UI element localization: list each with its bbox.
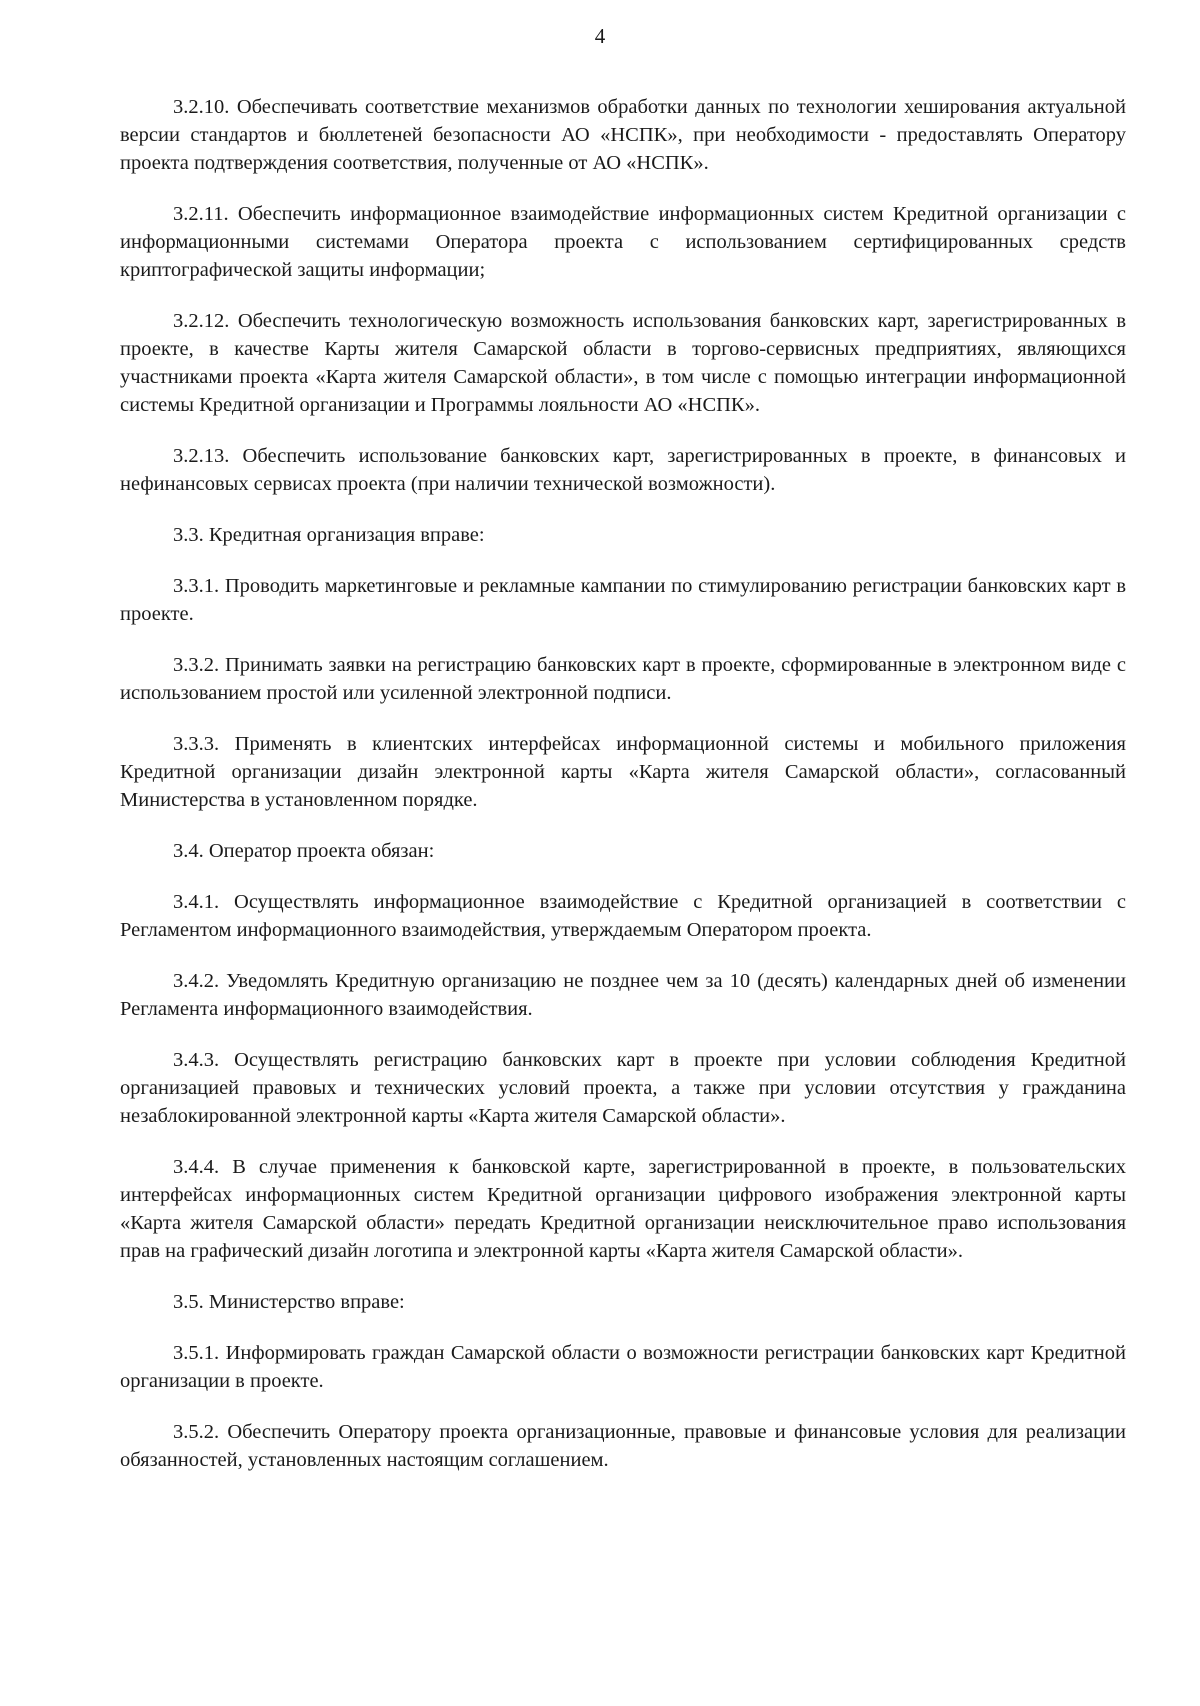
clause-3-2-12: 3.2.12. Обеспечить технологическую возможность использования банковских карт, зарегистрированных в проекте, в качестве Карты жителя Самарской области в торгово-сервисных предприятиях, являющихся участниками проекта «Карта жителя Самарской области», в том числе с помощью интеграции информационной системы Кредитной организации и Программы лояльности АО «НСПК». <box>120 310 1126 416</box>
clause-3-4-4: 3.4.4. В случае применения к банковской карте, зарегистрированной в проекте, в пользовательских интерфейсах информационных систем Кредитной организации цифрового изображения электронной карты «Карта жителя Самарской области» передать Кредитной организации неисключительное право использования прав на графический дизайн логотипа и электронной карты «Карта жителя Самарской области». <box>120 1156 1126 1262</box>
clause-3-5-1: 3.5.1. Информировать граждан Самарской области о возможности регистрации банковских карт Кредитной организации в проекте. <box>120 1342 1126 1392</box>
clause-3-4-1: 3.4.1. Осуществлять информационное взаимодействие с Кредитной организацией в соответствии с Регламентом информационного взаимодействия, утверждаемым Оператором проекта. <box>120 891 1126 941</box>
section-3-5-heading: 3.5. Министерство вправе: <box>173 1291 405 1313</box>
clause-3-4-2: 3.4.2. Уведомлять Кредитную организацию не позднее чем за 10 (десять) календарных дней об изменении Регламента информационного взаимодействия. <box>120 970 1126 1020</box>
clause-3-5-2: 3.5.2. Обеспечить Оператору проекта организационные, правовые и финансовые условия для реализации обязанностей, установленных настоящим соглашением. <box>120 1421 1126 1471</box>
page-number: 4 <box>594 24 606 48</box>
clause-3-3-1: 3.3.1. Проводить маркетинговые и рекламные кампании по стимулированию регистрации банковских карт в проекте. <box>120 575 1126 625</box>
clause-3-4-3: 3.4.3. Осуществлять регистрацию банковских карт в проекте при условии соблюдения Кредитной организацией правовых и технических условий проекта, а также при условии отсутствия у гражданина незаблокированной электронной карты «Карта жителя Самарской области». <box>120 1049 1126 1127</box>
clause-3-3-2: 3.3.2. Принимать заявки на регистрацию банковских карт в проекте, сформированные в электронном виде с использованием простой или усиленной электронной подписи. <box>120 654 1126 704</box>
section-3-3-heading: 3.3. Кредитная организация вправе: <box>173 524 485 546</box>
clause-3-2-11: 3.2.11. Обеспечить информационное взаимодействие информационных систем Кредитной организации с информационными системами Оператора проекта с использованием сертифицированных средств криптографической защиты информации; <box>120 203 1126 281</box>
clause-3-3-3: 3.3.3. Применять в клиентских интерфейсах информационной системы и мобильного приложения Кредитной организации дизайн электронной карты «Карта жителя Самарской области», согласованный Министерства в установленном порядке. <box>120 733 1126 811</box>
clause-3-2-13: 3.2.13. Обеспечить использование банковских карт, зарегистрированных в проекте, в финансовых и нефинансовых сервисах проекта (при наличии технической возможности). <box>120 445 1126 495</box>
section-3-4-heading: 3.4. Оператор проекта обязан: <box>173 840 435 862</box>
clause-3-2-10: 3.2.10. Обеспечивать соответствие механизмов обработки данных по технологии хеширования актуальной версии стандартов и бюллетеней безопасности АО «НСПК», при необходимости - предоставлять Оператору проекта подтверждения соответствия, полученные от АО «НСПК». <box>120 96 1126 174</box>
document-body <box>120 93 1126 1474</box>
